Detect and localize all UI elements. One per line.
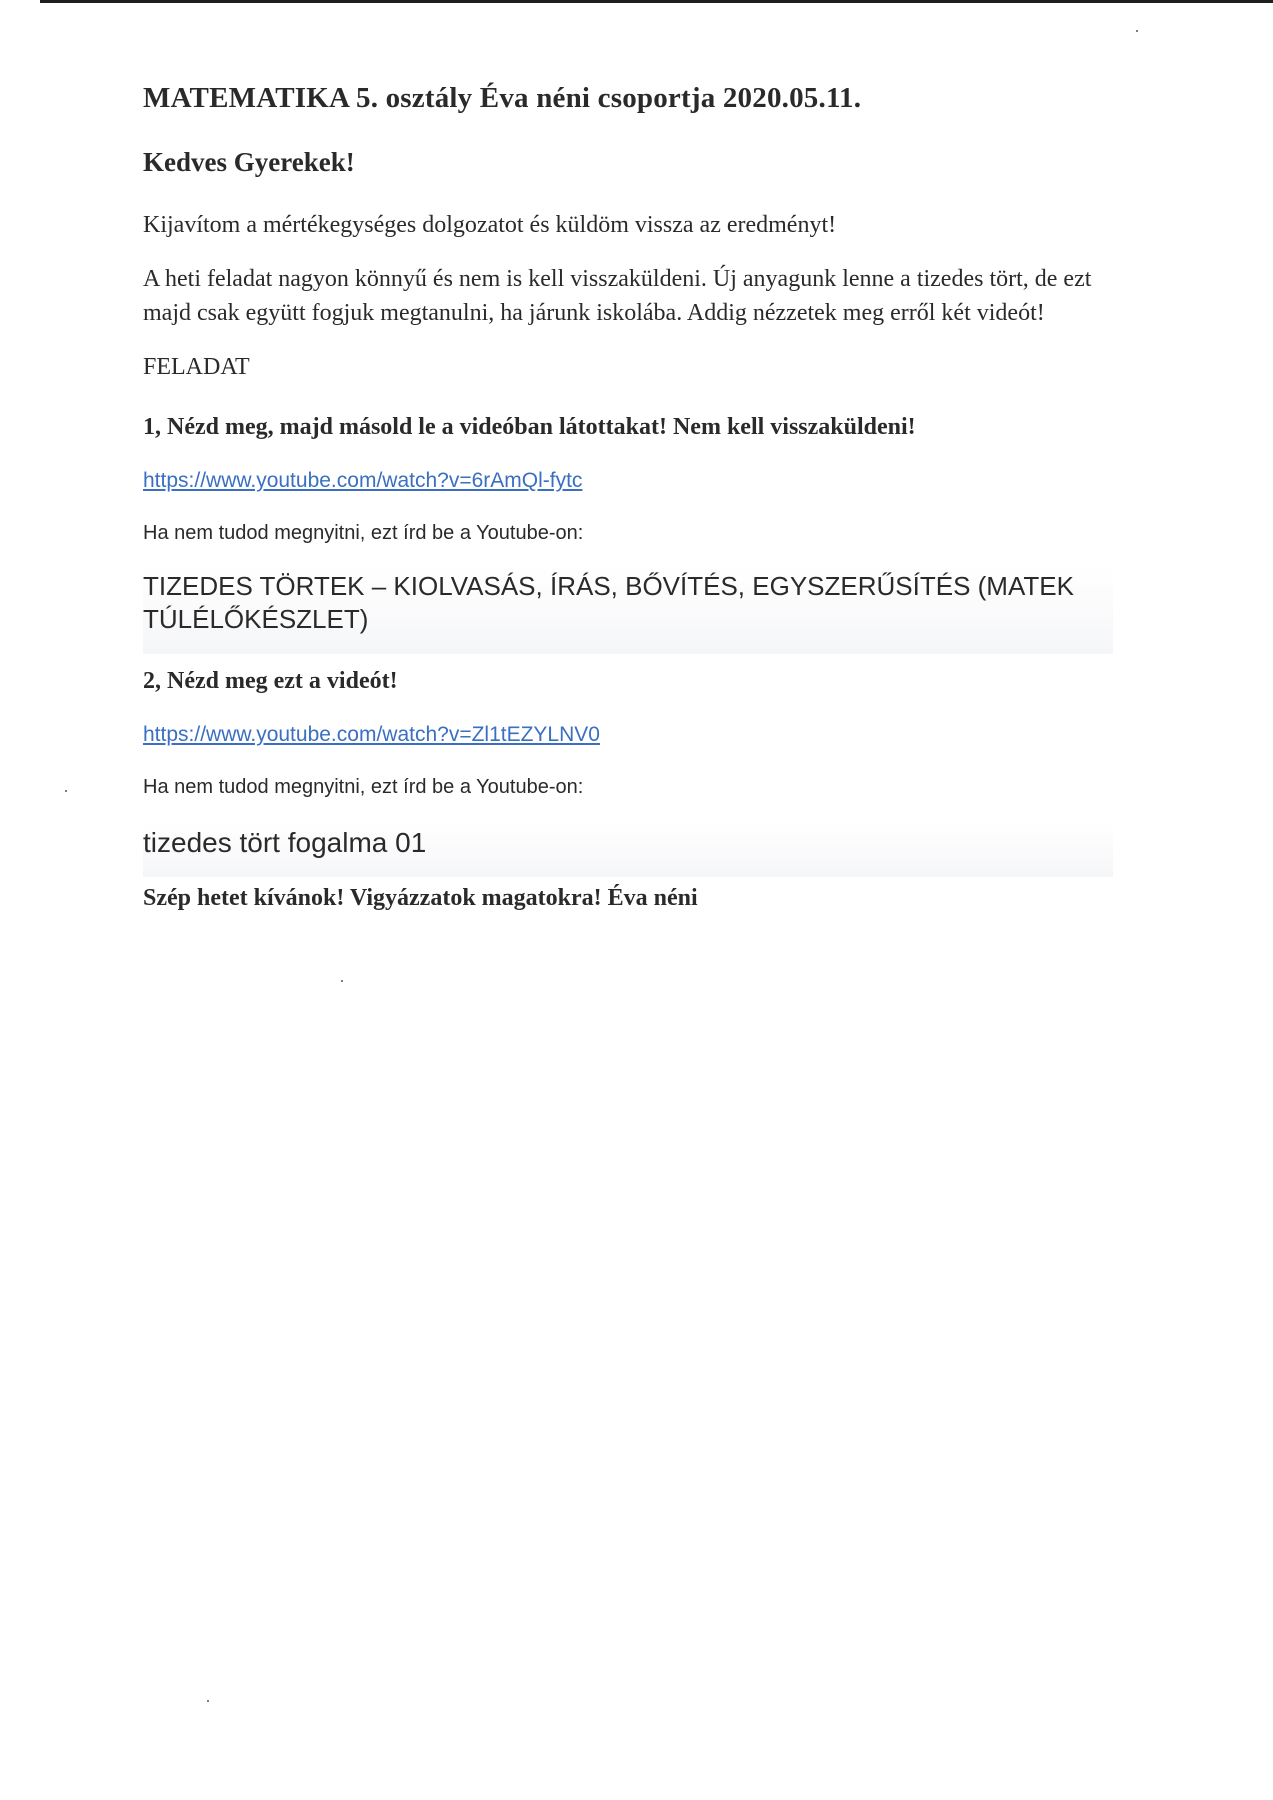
task-2-hint: Ha nem tudod megnyitni, ezt írd be a Youtube-on: [143,776,584,798]
task-1-hint: Ha nem tudod megnyitni, ezt írd be a Youtube-on: [143,522,584,544]
task-description-paragraph: A heti feladat nagyon könnyű és nem is kell visszaküldeni. Új anyagunk lenne a tizedes tört, de ezt majd csak együtt fogjuk megtanulni, ha járunk iskolába. Addig nézzetek meg erről két videót! [143,266,1092,326]
task-2 [143,664,1128,877]
task-1 [143,410,1128,654]
task-1-heading: 1, Nézd meg, majd másold le a videóban látottakat! Nem kell visszaküldeni! [143,414,916,440]
scan-speck [1136,30,1138,32]
page-title: MATEMATIKA 5. osztály Éva néni csoportja 2020.05.11. [143,82,862,114]
scan-top-edge [40,0,1273,3]
greeting: Kedves Gyerekek! [143,147,355,177]
scan-speck [341,980,343,982]
scan-speck [65,790,67,792]
document-body [143,78,1128,915]
closing-line: Szép hetet kívánok! Vigyázzatok magatokra! Éva néni [143,885,698,911]
task-2-search-term: tizedes tört fogalma 01 [143,822,1113,877]
section-label: FELADAT [143,354,250,380]
task-1-search-term: TIZEDES TÖRTEK – KIOLVASÁS, ÍRÁS, BŐVÍTÉS, EGYSZERŰSÍTÉS (MATEK TÚLÉLŐKÉSZLET) [143,566,1113,654]
intro-paragraph: Kijavítom a mértékegységes dolgozatot és küldöm vissza az eredményt! [143,212,837,238]
scan-speck [207,1700,209,1702]
task-2-heading: 2, Nézd meg ezt a videót! [143,668,398,694]
task-1-video-link[interactable]: https://www.youtube.com/watch?v=6rAmQl-fytc [143,469,583,492]
task-2-video-link[interactable]: https://www.youtube.com/watch?v=Zl1tEZYLNV0 [143,723,600,746]
